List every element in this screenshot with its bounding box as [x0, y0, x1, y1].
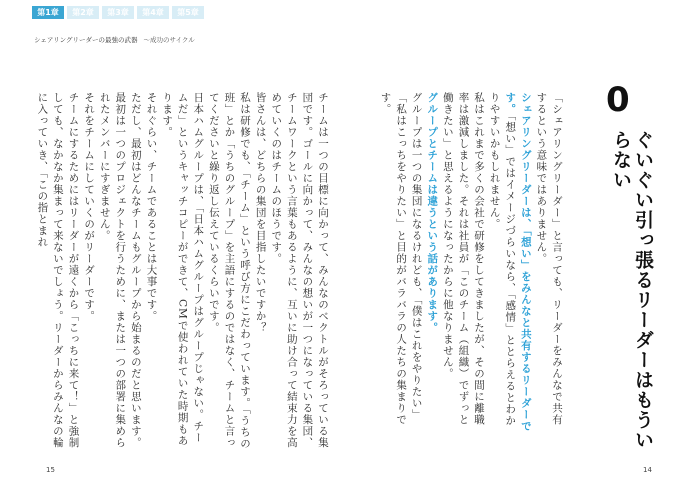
- paragraph: 皆さんは、どちらの集団を目指したいですか？: [254, 92, 267, 334]
- left-page-body: [36, 92, 330, 452]
- chapter-subtitle: 〜成功のサイクル: [143, 36, 195, 44]
- page-number-right: 14: [643, 466, 652, 474]
- running-header: [34, 35, 195, 44]
- page-number-left: 15: [46, 466, 55, 474]
- paragraph: [486, 92, 533, 432]
- paragraph: [377, 92, 424, 432]
- paragraph: [533, 92, 564, 432]
- chapter-title: シェアリングリーダーの最強の武器: [34, 36, 138, 44]
- chapter-tab: 第5章: [172, 6, 204, 19]
- chapter-tabs: [32, 6, 204, 19]
- chapter-tab: 第2章: [67, 6, 99, 19]
- chapter-tab: 第1章: [32, 6, 64, 19]
- paragraph: ただし、最初はどんなチームもグループから始まるのだと思います。最初は一つのプロジェクトを行うために、または一つの部署に集められたメンバーにすぎません。: [98, 92, 142, 449]
- section-number: 0: [606, 80, 630, 120]
- paragraph-text: グループは一つの集団になるけれども、「僕はこれをやりたい」「私はこっちをやりたい」と目的がバラバラの人たちの集まりです。: [379, 92, 423, 426]
- paragraph-text: 「想い」ではイメージづらいなら、「感情」ととらえるとわかりやすいかもしれません。: [488, 92, 517, 427]
- paragraph: チームにするためにはリーダーが遠くから「こっちに来て！」と強制しても、なかなか集まって来ないでしょう。リーダーからみんなの輪に入っていき、「この指とまれ: [36, 92, 80, 449]
- section-heading: ぐいぐい引っ張るリーダーはもういらない: [610, 130, 654, 450]
- paragraph: [439, 92, 486, 432]
- chapter-tab: 第4章: [137, 6, 169, 19]
- paragraph: それぐらい、チームであることは大事です。: [145, 92, 158, 322]
- right-page-body: [362, 92, 564, 432]
- highlighted-text: グループとチームは違うという話があります。: [426, 92, 439, 334]
- paragraph: [424, 92, 440, 432]
- chapter-tab: 第3章: [102, 6, 134, 19]
- paragraph: 日本ハムグループは、「日本ハムグループはグループじゃない。チームだ」というキャッチコピーができて、CMで使われていた時期もあります。: [161, 92, 205, 447]
- paragraph-text: 「シェアリングリーダー」と言っても、リーダーをみんなで共有するという意味ではありません。: [535, 92, 563, 426]
- paragraph: 私は研修でも、「チーム」という呼び方にこだわっています。「うちの班」とか「うちのグループ」を主語にするのではなく、チームと言ってくださいと繰り返し伝えているくらいです。: [207, 92, 252, 450]
- paragraph-text: 私はこれまで多くの会社で研修をしてきましたが、その間に離職率は激減しました。それは社員が「このチーム（組織）でずっと働きたい」と思えるようになったからに他なりません。: [441, 92, 486, 426]
- paragraph: それをチームにしていくのがリーダーです。: [83, 92, 96, 322]
- highlighted-text: シェアリングリーダーは、「想い」をみんなと共有するリーダーです。: [504, 92, 532, 432]
- paragraph: チームは一つの目標に向かって、みんなのベクトルがそろっている集団です。ゴールに向かって、みんなの想いが一つになっている集団、チームワークという言葉もあるように、互いに助け合って結束力を高めていくのはチームのほうです。: [270, 92, 329, 449]
